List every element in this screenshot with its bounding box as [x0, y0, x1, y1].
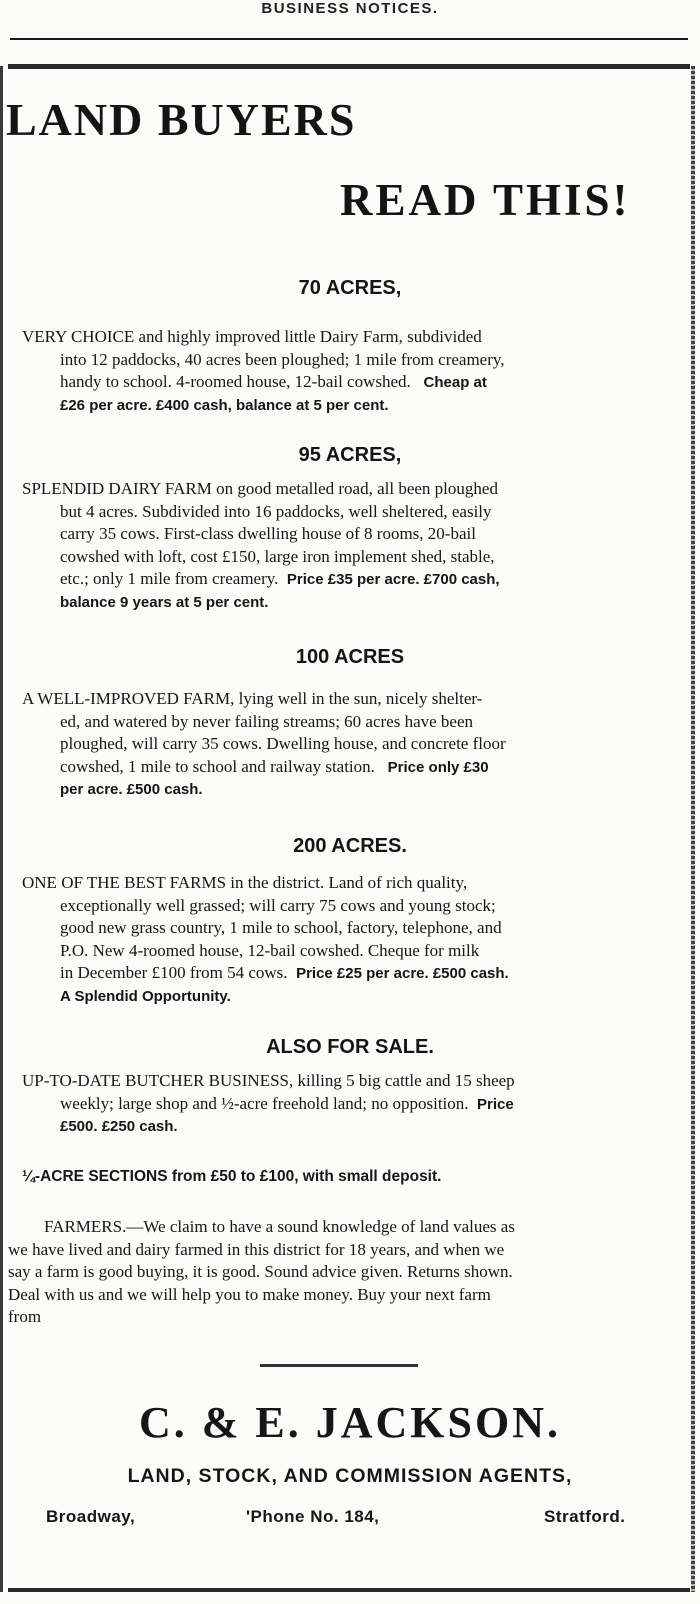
price-text: Price — [477, 1095, 514, 1113]
price-line: A Splendid Opportunity. — [60, 987, 231, 1005]
listing-heading-95-acres: 95 ACRES, — [298, 444, 402, 466]
listing-line: ploughed, will carry 35 cows. Dwelling house, and concrete floor — [60, 734, 506, 754]
listing-100-acres — [22, 688, 662, 802]
listing-text: in December £100 from 54 cows. — [60, 963, 288, 983]
listing-line: exceptionally well grassed; will carry 75 cows and young stock; — [60, 895, 496, 915]
listing-95-acres — [22, 478, 662, 615]
listing-heading-100-acres: 100 ACRES — [295, 646, 405, 668]
listing-line: P.O. New 4-roomed house, 12-bail cowshed. Cheque for milk — [60, 940, 480, 960]
farmers-line: from — [8, 1307, 42, 1326]
listing-line: UP-TO-DATE BUTCHER BUSINESS, killing 5 big cattle and 15 sheep — [22, 1071, 515, 1090]
headline-land-buyers: LAND BUYERS — [6, 94, 357, 145]
price-text: Price only £30 — [387, 758, 489, 776]
listing-heading-200-acres: 200 ACRES. — [293, 835, 407, 857]
firm-name: C. & E. JACKSON. — [138, 1398, 562, 1447]
farmers-line: we have lived and dairy farmed in this district for 18 years, and when we — [8, 1239, 505, 1259]
section-header: BUSINESS NOTICES. — [261, 0, 439, 17]
listing-line — [22, 1093, 662, 1117]
listing-line: ONE OF THE BEST FARMS in the district. Land of rich quality, — [22, 873, 468, 892]
firm-town: Stratford. — [544, 1507, 626, 1526]
firm-phone: 'Phone No. 184, — [246, 1507, 380, 1526]
listing-line: but 4 acres. Subdivided into 16 paddocks, well sheltered, easily — [60, 501, 492, 521]
listing-text: cowshed, 1 mile to school and railway station. — [60, 756, 375, 776]
listing-line: ed, and watered by never failing streams; 60 acres have been — [60, 711, 474, 731]
listing-line: good new grass country, 1 mile to school, factory, telephone, and — [60, 918, 502, 938]
headline-read-this: READ THIS! — [340, 175, 631, 225]
firm-address: Broadway, — [46, 1507, 136, 1526]
top-border — [8, 64, 690, 69]
farmers-line: say a farm is good buying, it is good. Sound advice given. Returns shown. — [8, 1262, 513, 1281]
listing-line: into 12 paddocks, 40 acres been ploughed; 1 mile from creamery, — [60, 349, 505, 369]
listing-line: cowshed with loft, cost £150, large iron implement shed, stable, — [60, 546, 495, 566]
listing-line: SPLENDID DAIRY FARM on good metalled road, all been ploughed — [22, 479, 498, 498]
listing-70-acres — [22, 326, 662, 417]
listing-line: VERY CHOICE and highly improved little Dairy Farm, subdivided — [22, 327, 482, 346]
price-line: per acre. £500 cash. — [60, 781, 203, 799]
price-text: Price £35 per acre. £700 cash, — [286, 571, 500, 589]
farmers-paragraph — [8, 1216, 680, 1329]
listing-line — [22, 756, 662, 780]
bottom-border — [8, 1588, 690, 1592]
firm-description: LAND, STOCK, AND COMMISSION AGENTS, — [127, 1465, 573, 1487]
listing-line — [22, 962, 662, 986]
price-text: Cheap at — [423, 374, 487, 392]
listing-text: etc.; only 1 mile from creamery. — [60, 569, 279, 589]
listing-200-acres — [22, 872, 662, 1009]
also-for-sale-heading: ALSO FOR SALE. — [266, 1036, 434, 1058]
listing-line: carry 35 cows. First-class dwelling house of 8 rooms, 20-bail — [60, 524, 476, 544]
listing-text: weekly; large shop and ½-acre freehold land; no opposition. — [60, 1093, 469, 1113]
quarter-acre-sections: ¼-ACRE SECTIONS from £50 to £100, with small deposit. — [22, 1168, 442, 1185]
listing-line: A WELL-IMPROVED FARM, lying well in the sun, nicely shelter- — [22, 689, 483, 708]
top-rule — [10, 38, 688, 40]
price-line: £500. £250 cash. — [60, 1118, 178, 1136]
divider-rule — [260, 1364, 418, 1367]
farmers-line: Deal with us and we will help you to make money. Buy your next farm — [8, 1284, 491, 1304]
price-line: £26 per acre. £400 cash, balance at 5 per cent. — [60, 396, 389, 414]
listing-text: handy to school. 4-roomed house, 12-bail cowshed. — [60, 372, 411, 392]
price-line: balance 9 years at 5 per cent. — [60, 593, 269, 611]
butcher-business-listing — [22, 1070, 662, 1139]
price-text: Price £25 per acre. £500 cash. — [296, 965, 509, 983]
listing-line — [22, 371, 662, 395]
farmers-line: FARMERS.—We claim to have a sound knowledge of land values as — [44, 1217, 515, 1236]
listing-heading-70-acres: 70 ACRES, — [298, 277, 402, 299]
listing-line — [22, 568, 662, 592]
